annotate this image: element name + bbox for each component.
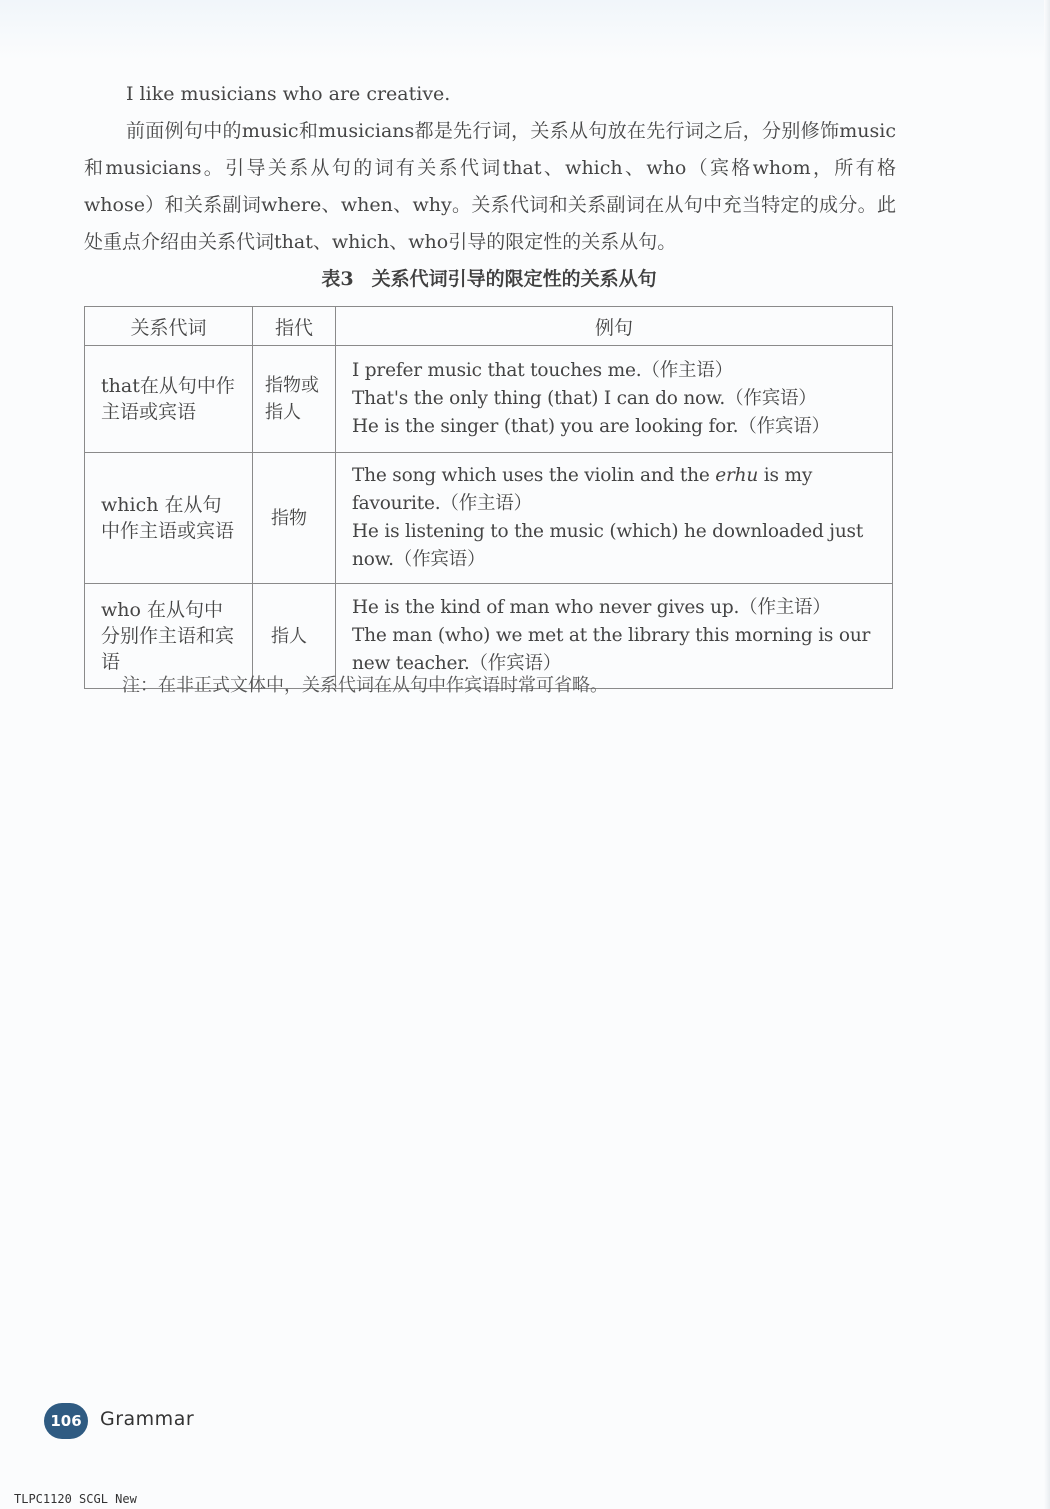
examples-cell xyxy=(336,346,893,453)
pronoun-cell: which 在从句中作主语或宾语 xyxy=(85,453,253,584)
header-refers: 指代 xyxy=(253,307,336,346)
header-examples: 例句 xyxy=(336,307,893,346)
page-number-badge: 106 xyxy=(44,1403,88,1439)
table-row xyxy=(85,453,893,584)
top-shading xyxy=(0,0,1050,60)
example-sentence: He is the kind of man who never gives up.（作主语） xyxy=(352,597,831,618)
example-sentence: I like musicians who are creative. xyxy=(126,83,451,105)
example-sentence xyxy=(352,462,872,518)
pronoun-cell: that在从句中作主语或宾语 xyxy=(85,346,253,453)
refers-cell: 指物 xyxy=(253,453,336,584)
example-sentence: He is the singer (that) you are looking for.（作宾语） xyxy=(352,416,830,437)
table-caption xyxy=(84,264,894,291)
table-header-row xyxy=(85,307,893,346)
italic-term: erhu xyxy=(715,465,759,486)
examples-cell xyxy=(336,453,893,584)
table-caption-title: 关系代词引导的限定性的关系从句 xyxy=(371,268,657,290)
example-sentence: I prefer music that touches me.（作主语） xyxy=(352,360,733,381)
explanation-paragraph: 前面例句中的music和musicians都是先行词，关系从句放在先行词之后，分别修饰music和musicians。引导关系从句的词有关系代词that、which、who（宾格whom，所有格whose）和关系副词where、when、why。关系代词和关系副词在从句中充当特定的成分。此处重点介绍由关系代词that、which、who引导的限定性的关系从句。 xyxy=(84,120,896,253)
pronoun-cell: who 在从句中分别作主语和宾语 xyxy=(85,584,253,689)
table-note: 注：在非正式文体中，关系代词在从句中作宾语时常可省略。 xyxy=(122,675,608,696)
example-sentence: The man (who) we met at the library this morning is our new teacher.（作宾语） xyxy=(352,625,871,674)
table-row xyxy=(85,346,893,453)
example-text: The song which uses the violin and the xyxy=(352,465,716,486)
example-text: is my favourite.（作主语） xyxy=(352,465,813,514)
refers-cell: 指物或指人 xyxy=(253,346,336,453)
example-sentence: He is listening to the music (which) he downloaded just now.（作宾语） xyxy=(352,521,864,570)
section-name: Grammar xyxy=(100,1408,195,1430)
example-sentence: That's the only thing (that) I can do now.（作宾语） xyxy=(352,388,817,409)
page-edge-shadow xyxy=(1044,0,1050,1509)
print-code: TLPC1120 SCGL New xyxy=(14,1492,137,1506)
header-pronoun: 关系代词 xyxy=(85,307,253,346)
table-caption-number: 表3 xyxy=(321,268,354,290)
refers-cell: 指人 xyxy=(253,584,336,689)
relative-pronoun-table xyxy=(84,306,893,689)
